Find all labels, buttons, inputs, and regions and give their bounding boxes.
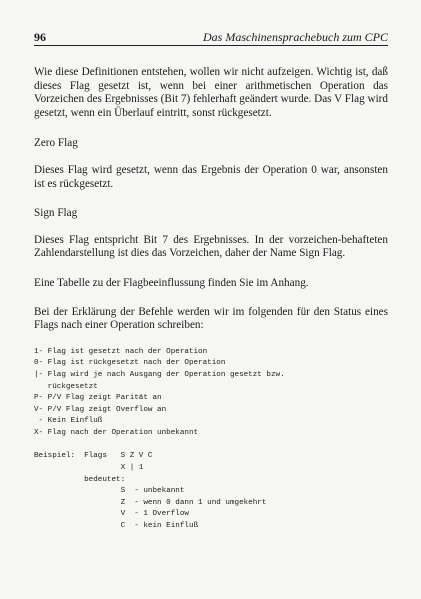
legend-line: X- Flag nach der Operation unbekannt (34, 428, 199, 437)
legend-line: P- P/V Flag zeigt Parität an (34, 394, 162, 403)
intro-paragraph: Wie diese Definitionen entstehen, wollen wir nicht aufzeigen. Wichtig ist, daß dieses Flag gesetzt ist, wenn bei einer arithmetischen Operation das Vorzeichen des Ergebnisses (Bit 7) fehlerhaft geändert wurde. Das V Flag wird gesetzt, wenn ein Überlauf eintritt, sonst rückgesetzt. (34, 66, 388, 119)
example-line: bedeutet: (34, 475, 126, 484)
flag-example (34, 451, 388, 532)
legend-line: |- Flag wird je nach Ausgang der Operation gesetzt bzw. (34, 370, 285, 379)
book-title: Das Maschinensprachebuch zum CPC (203, 30, 388, 44)
example-line: Beispiel: Flags S Z V C (34, 452, 153, 461)
legend-line: rückgesetzt (34, 382, 98, 391)
page-number: 96 (34, 30, 46, 44)
sign-flag-heading: Sign Flag (34, 207, 78, 220)
legend-line: 1- Flag ist gesetzt nach der Operation (34, 347, 208, 356)
example-line: X | 1 (34, 464, 144, 473)
page-header (34, 30, 388, 46)
example-line: S - unbekannt (34, 487, 185, 496)
zero-flag-heading: Zero Flag (34, 137, 78, 150)
legend-line: V- P/V Flag zeigt Overflow an (34, 405, 167, 414)
example-line: Z - wenn 0 dann 1 und umgekehrt (34, 498, 267, 507)
legend-line: - Kein Einfluß (34, 417, 103, 426)
sign-flag-paragraph: Dieses Flag entspricht Bit 7 des Ergebnisses. In der vorzeichen-behafteten Zahlendarstellung ist dies das Vorzeichen, daher der Name Sign Flag. (34, 233, 388, 260)
example-line: V - 1 Overflow (34, 510, 189, 519)
table-reference-paragraph: Eine Tabelle zu der Flagbeeinflussung finden Sie im Anhang. (34, 276, 309, 289)
flag-legend (34, 347, 388, 440)
example-line: C - kein Einfluß (34, 522, 199, 531)
explanation-paragraph: Bei der Erklärung der Befehle werden wir im folgenden für den Status eines Flags nach einer Operation schreiben: (34, 305, 388, 332)
legend-line: 0- Flag ist rückgesetzt nach der Operation (34, 359, 226, 368)
zero-flag-paragraph: Dieses Flag wird gesetzt, wenn das Ergebnis der Operation 0 war, ansonsten ist es rückgesetzt. (34, 163, 388, 190)
page-body (34, 66, 388, 533)
